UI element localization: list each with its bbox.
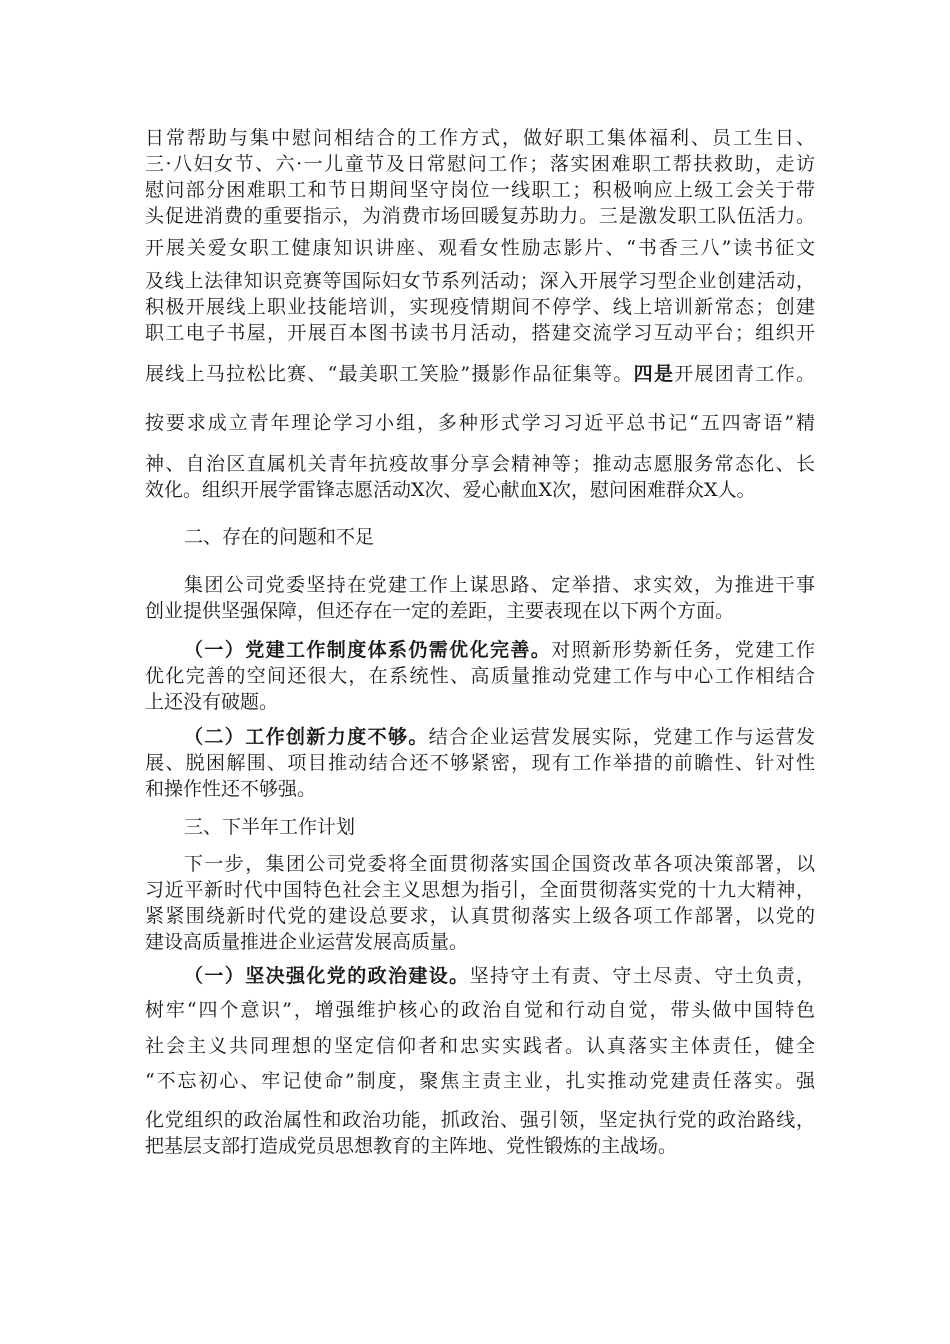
paragraph-line: 建设高质量推进企业运营发展高质量。 [145,931,469,953]
paragraph-line: 职工电子书屋，开展百本图书读书月活动，搭建交流学习互动平台；组织开 [145,322,815,344]
paragraph-line: 社会主义共同理想的坚定信仰者和忠实实践者。认真落实主体责任，健全 [145,1035,815,1057]
item-heading: （一）坚决强化党的政治建设。 [184,965,470,987]
paragraph-text: 对照新形势新任务，党建工作 [551,639,815,661]
paragraph-line: 神、自治区直属机关青年抗疫故事分享会精神等；推动志愿服务常态化、长 [145,453,815,475]
paragraph-line: 三·八妇女节、六·一儿童节及日常慰问工作；落实困难职工帮扶救助，走访 [145,153,815,175]
paragraph-text: 坚持守土有责、守土尽责、守土负责， [469,965,815,987]
paragraph-text: 开展团青工作。 [674,363,815,385]
paragraph-line: 习近平新时代中国特色社会主义思想为指引，全面贯彻落实党的十九大精神， [145,879,815,901]
paragraph-line: “不忘初心、牢记使命”制度，聚焦主责主业，扎实推动党建责任落实。强 [145,1070,815,1092]
paragraph-line: 头促进消费的重要指示，为消费市场回暖复苏助力。三是激发职工队伍活力。 [145,205,815,227]
paragraph-line: 集团公司党委坚持在党建工作上谋思路、定举措、求实效，为推进干事 [184,574,815,596]
item-heading: （一）党建工作制度体系仍需优化完善。 [184,639,552,661]
paragraph-line [184,724,815,750]
paragraph-line: 按要求成立青年理论学习小组，多种形式学习习近平总书记“五四寄语”精 [145,412,815,434]
paragraph-line: 树牢“四个意识”，增强维护核心的政治自觉和行动自觉，带头做中国特色 [145,999,815,1021]
section-heading: 二、存在的问题和不足 [184,526,375,548]
paragraph-line: 积极开展线上职业技能培训，实现疫情期间不停学、线上培训新常态；创建 [145,296,815,318]
paragraph-line: 慰问部分困难职工和节日期间坚守岗位一线职工；积极响应上级工会关于带 [145,179,815,201]
paragraph-line: 把基层支部打造成党员思想教育的主阵地、党性锻炼的主战场。 [145,1135,678,1157]
section-heading: 三、下半年工作计划 [184,816,356,838]
paragraph-text: 展线上马拉松比赛、“最美职工笑脸”摄影作品征集等。 [145,363,634,385]
paragraph-line: 创业提供坚强保障，但还存在一定的差距，主要表现在以下两个方面。 [145,600,735,622]
paragraph-text: 结合企业运营发展实际，党建工作与运营发 [428,726,815,748]
paragraph-line: 效化。组织开展学雷锋志愿活动X次、爱心献血X次，慰问困难群众X人。 [145,479,756,501]
paragraph-line: 开展关爱女职工健康知识讲座、观看女性励志影片、“书香三八”读书征文 [145,237,815,259]
paragraph-line [184,963,815,989]
paragraph-line: 展、脱困解围、项目推动结合还不够紧密，现有工作举措的前瞻性、针对性 [145,752,815,774]
paragraph-line: 日常帮助与集中慰问相结合的工作方式，做好职工集体福利、员工生日、 [145,127,815,149]
item-heading: （二）工作创新力度不够。 [184,726,429,748]
paragraph-line: 和操作性还不够强。 [145,778,317,800]
paragraph-line: 化党组织的政治属性和政治功能，抓政治、强引领，坚定执行党的政治路线， [145,1109,815,1131]
paragraph-bold-text: 四是 [633,363,675,385]
paragraph-line: 及线上法律知识竞赛等国际妇女节系列活动；深入开展学习型企业创建活动， [145,270,815,292]
paragraph-line [145,361,815,387]
paragraph-line: 紧紧围绕新时代党的建设总要求，认真贯彻落实上级各项工作部署，以党的 [145,905,815,927]
paragraph-line [184,637,815,663]
paragraph-line: 上还没有破题。 [145,691,279,713]
paragraph-line: 下一步，集团公司党委将全面贯彻落实国企国资改革各项决策部署，以 [184,853,815,875]
paragraph-line: 优化完善的空间还很大，在系统性、高质量推动党建工作与中心工作相结合 [145,665,815,687]
